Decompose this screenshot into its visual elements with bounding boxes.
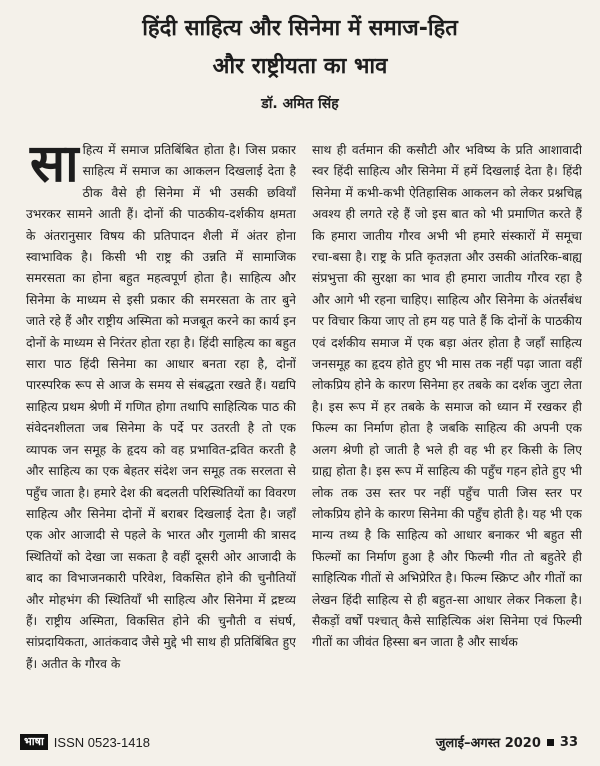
issue-date: जुलाई–अगस्त 2020 <box>435 736 541 751</box>
square-bullet-icon <box>547 739 554 746</box>
footer-right <box>436 733 578 751</box>
author-name: डॉ. अमित सिंह <box>261 96 339 112</box>
column-right-text: साथ ही वर्तमान की कसौटी और भविष्य के प्रति आशावादी स्वर हिंदी साहित्य और सिनेमा में हमें दिखलाई देता है। हिंदी सिनेमा में कभी-कभी ऐतिहासिक आकलन को लेकर प्रश्नचिह्न अवश्य ही लगते रहे हैं जो इस बात को भी प्रमाणित करते हैं कि हमारा जातीय गौरव अभी भी हमारे संस्कारों में समूचा रचा-बसा है। राष्ट्र के प्रति कृतज्ञता और उसकी आंतरिक-बाह्य संप्रभुत्ता की सुरक्षा का भाव ही हमारा जातीय गौरव रहा है और आगे भी रहना चाहिए। साहित्य और सिनेमा के अंतर्संबंध पर विचार किया जाए तो हम यह पाते हैं कि दोनों के पाठकीय एवं दर्शकीय समाज में एक बड़ा अंतर होता है जहाँ साहित्य जनसमूह का हृदय होते हुए भी मास तक नहीं पढ़ा जाता वहीं लोकप्रिय होने के कारण सिनेमा हर तबके का दर्शक जुटा लेता है। इस रूप में हर तबके के समाज को ध्यान में रखकर ही फिल्म का निर्माण होता है जबकि साहित्य की अपनी एक अलग श्रेणी हो जाती है भले ही वह भी हर किसी के लिए ग्राह्य होता है। इस रूप में साहित्य की पहुँच गहन होते हुए भी लोक तक उस स्तर पर नहीं पहुँच पाती जिस स्तर पर लोकप्रिय होने के कारण सिनेमा की पहुँच होती है। यह भी एक मान्य तथ्य है कि साहित्य को आधार बनाकर भी बहुत सी फिल्मों का निर्माण हुआ है और फिल्मी गीत तो बहुतेरे ही साहित्यिक गीतों से अभिप्रेरित है। फिल्म स्क्रिप्ट और गीतों का लेखन हिंदी साहित्य से ही बहुत-सा आधार लेकर निकला है। सैकड़ों वर्षों पश्चात् कैसे साहित्यिक अंश सिनेमा एवं फिल्मी गीतों का जीवंत हिस्सा बन जाता है और सार्थक <box>312 143 582 650</box>
footer-left <box>20 734 150 750</box>
page-footer <box>0 730 600 754</box>
magazine-logo: भाषा <box>20 734 48 750</box>
article-body <box>26 140 582 732</box>
article-title <box>0 10 600 86</box>
page-number: 33 <box>559 734 578 750</box>
issn-number: ISSN 0523-1418 <box>53 734 150 750</box>
column-left <box>26 140 296 732</box>
drop-cap: सा <box>30 140 79 194</box>
title-line-2: और राष्ट्रीयता का भाव <box>212 54 388 79</box>
column-left-text: हित्य में समाज प्रतिबिंबित होता है। जिस प्रकार साहित्य में समाज का आकलन दिखलाई देता है ठीक वैसे ही सिनेमा में भी उसकी छवियाँ उभरकर सामने आती हैं। दोनों की पाठकीय-दर्शकीय क्षमता के अंतरानुसार विषय की प्रतिपादन शैली में अंतर होना स्वाभाविक है। किसी भी राष्ट्र की उन्नति में सामाजिक समरसता का होना बहुत महत्वपूर्ण होता है। साहित्य और सिनेमा के माध्यम से इसी प्रकार की समरसता के तार बुने जाते रहे हैं और राष्ट्रीय अस्मिता को मजबूत करने का कार्य इन दोनों के माध्यम से निरंतर होता रहा है। हिंदी साहित्य का बहुत सारा पाठ हिंदी सिनेमा का आधार बनता रहा है, दोनों पारस्परिक रूप से आज के समय से संबद्धता रखते हैं। यद्यपि साहित्य प्रथम श्रेणी में गणित होगा तथापि साहित्यिक पाठ की संवेदनशीलता जब सिनेमा के पर्दे पर उतरती है तो एक व्यापक जन समूह के हृदय को वह प्रभावित-द्रवित करती है और साहित्य का एक बेहतर संदेश जन समूह तक सरलता से पहुँच जाता है। हमारे देश की बदलती परिस्थितियों का विवरण साहित्य और सिनेमा दोनों में बराबर दिखलाई देता है। जहाँ एक ओर आजादी से पहले के भारत और गुलामी की त्रासद स्थितियों को देखा जा सकता है वहीं दूसरी ओर आजादी के बाद का विभाजनकारी परिवेश, विकसित होने की चुनौतियों और मोहभंग की स्थितियाँ भी साहित्य और सिनेमा में द्रष्टव्य हैं। राष्ट्रीय अस्मिता, विकसित होने की चुनौती व संघर्ष, सांप्रदायिकता, आतंकवाद जैसे मुद्दे भी साथ ही प्रतिबिंबित हुए हैं। अतीत के गौरव के <box>26 143 296 671</box>
title-line-1: हिंदी साहित्य और सिनेमा में समाज-हित <box>142 16 458 41</box>
column-right <box>312 140 582 732</box>
